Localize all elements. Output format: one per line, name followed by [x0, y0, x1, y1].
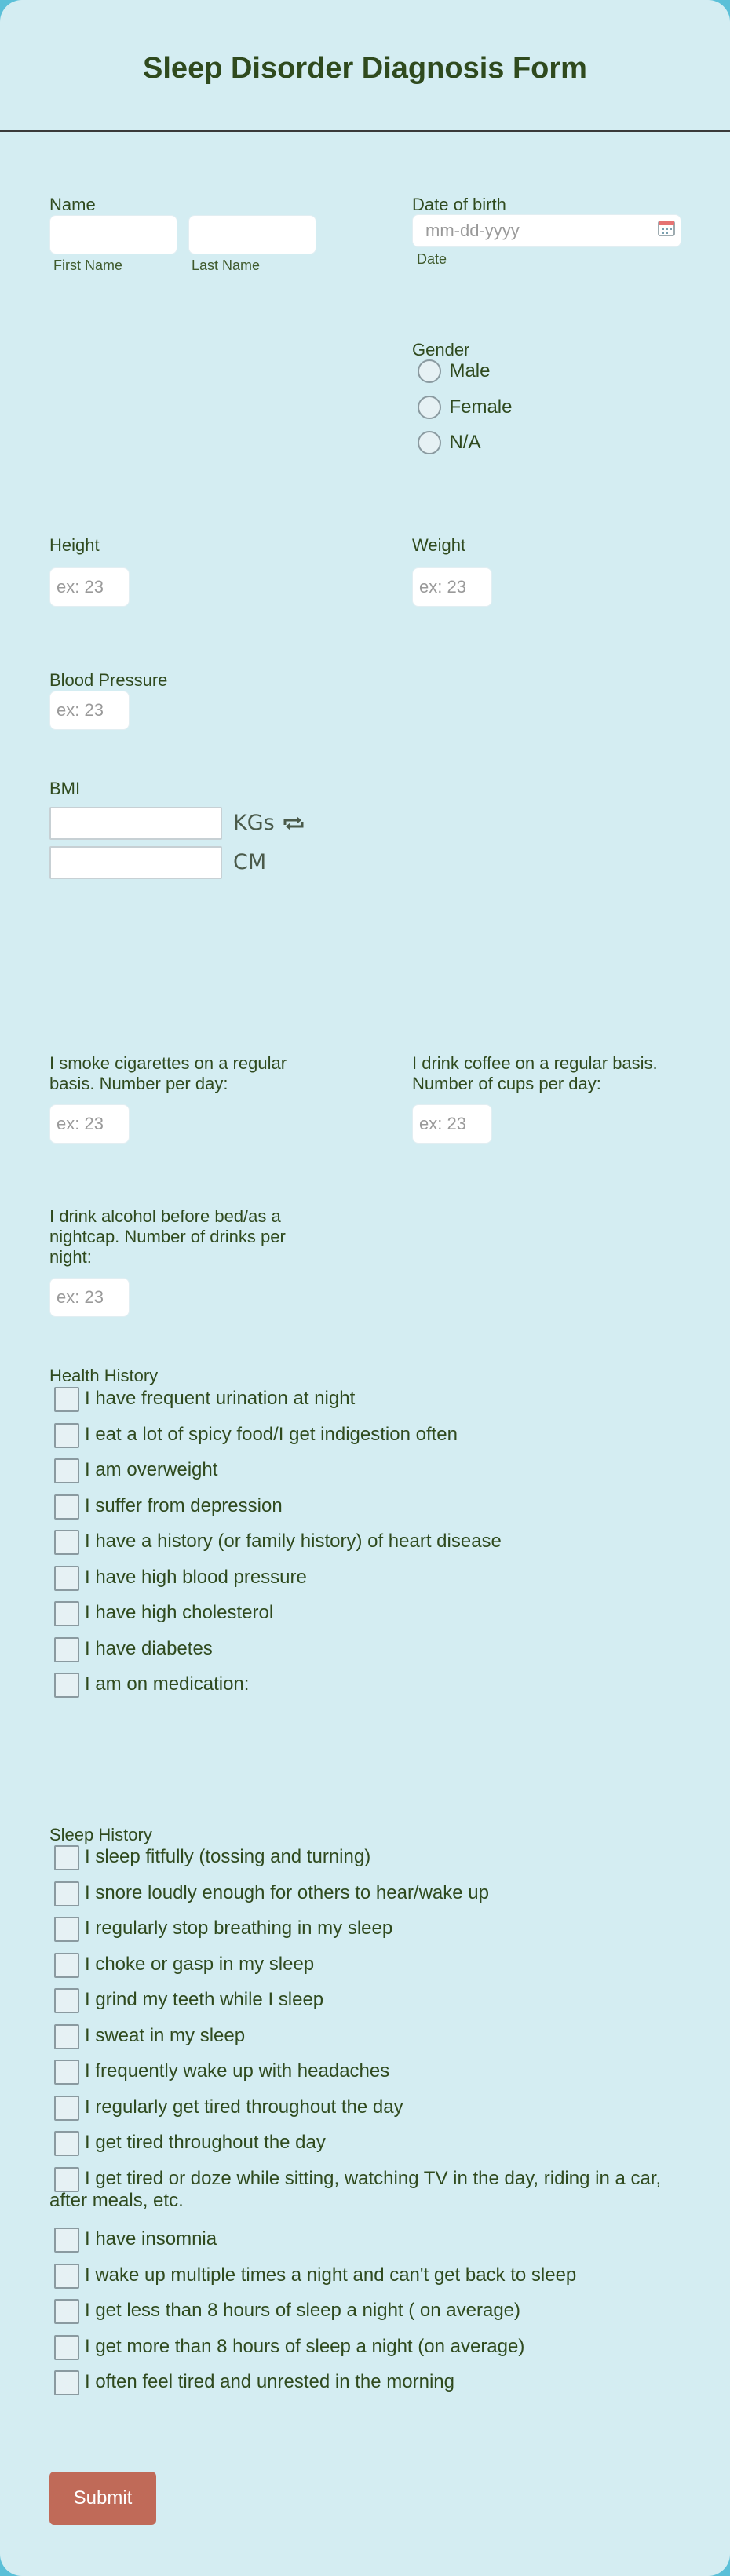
sleep-checkbox-13[interactable]	[54, 2299, 79, 2324]
sleep-item-label: I have insomnia	[85, 2228, 217, 2249]
alcohol-label	[49, 1206, 286, 1268]
sleep-item-label: I regularly get tired throughout the day	[85, 2096, 403, 2118]
coffee-label-line2: Number of cups per day:	[412, 1074, 601, 1093]
health-checkbox-5[interactable]	[54, 1530, 79, 1555]
dob-label: Date of birth	[412, 195, 506, 214]
radio-male[interactable]	[418, 359, 441, 383]
bmi-label: BMI	[49, 779, 81, 798]
weight-label: Weight	[412, 535, 466, 555]
sleep-checkbox-2[interactable]	[54, 1881, 79, 1906]
smoke-label	[49, 1053, 287, 1094]
sleep-item-label: I get tired or doze while sitting, watching TV in the day, riding in a car,	[85, 2168, 662, 2189]
sleep-checkbox-6[interactable]	[54, 2024, 79, 2049]
refresh-icon[interactable]	[282, 814, 305, 837]
radio-na[interactable]	[418, 431, 441, 454]
alcohol-input[interactable]	[49, 1278, 130, 1317]
gender-option-female[interactable]	[418, 396, 512, 419]
health-item-label: I have high blood pressure	[85, 1567, 307, 1588]
health-item-label: I am on medication:	[85, 1673, 250, 1695]
health-checkbox-8[interactable]	[54, 1637, 79, 1662]
smoke-label-line2: basis. Number per day:	[49, 1074, 228, 1093]
first-name-sublabel: First Name	[53, 257, 123, 273]
health-checkbox-7[interactable]	[54, 1601, 79, 1626]
sleep-history-label: Sleep History	[49, 1825, 152, 1844]
sleep-item-label: I get less than 8 hours of sleep a night ( on average)	[85, 2300, 521, 2321]
sleep-checkbox-9[interactable]	[54, 2131, 79, 2156]
sleep-checkbox-4[interactable]	[54, 1953, 79, 1978]
health-item-label: I have diabetes	[85, 1638, 213, 1659]
health-item-label: I suffer from depression	[85, 1495, 283, 1516]
coffee-input[interactable]	[412, 1104, 492, 1144]
sleep-checkbox-14[interactable]	[54, 2335, 79, 2360]
last-name-input[interactable]	[188, 215, 316, 254]
sleep-checkbox-5[interactable]	[54, 1988, 79, 2013]
sleep-item-label: I frequently wake up with headaches	[85, 2060, 390, 2082]
health-checkbox-1[interactable]	[54, 1387, 79, 1412]
health-history-label: Health History	[49, 1366, 159, 1385]
sleep-item-label: I choke or gasp in my sleep	[85, 1954, 315, 1975]
bmi-weight-input[interactable]	[49, 807, 222, 840]
health-item-label: I am overweight	[85, 1459, 218, 1480]
last-name-sublabel: Last Name	[192, 257, 261, 273]
sleep-item-label: I often feel tired and unrested in the morning	[85, 2371, 454, 2392]
form-title: Sleep Disorder Diagnosis Form	[143, 52, 587, 85]
sleep-checkbox-1[interactable]	[54, 1845, 79, 1870]
sleep-item-label: I get tired throughout the day	[85, 2132, 326, 2153]
gender-na-label: N/A	[449, 432, 481, 453]
title-divider	[0, 130, 730, 132]
dob-input[interactable]	[412, 214, 681, 247]
alcohol-label-line1: I drink alcohol before bed/as a	[49, 1206, 281, 1226]
coffee-label	[412, 1053, 658, 1094]
first-name-input[interactable]	[49, 215, 177, 254]
sleep-item-label: I wake up multiple times a night and can't get back to sleep	[85, 2264, 577, 2286]
health-checkbox-9[interactable]	[54, 1673, 79, 1698]
name-label: Name	[49, 195, 96, 214]
health-checkbox-2[interactable]	[54, 1423, 79, 1448]
health-item-label: I have frequent urination at night	[85, 1388, 356, 1409]
sleep-item-label: I get more than 8 hours of sleep a night (on average)	[85, 2336, 525, 2357]
gender-label: Gender	[412, 340, 470, 359]
gender-male-label: Male	[449, 360, 491, 381]
dob-sublabel: Date	[417, 251, 447, 267]
coffee-label-line1: I drink coffee on a regular basis.	[412, 1053, 658, 1073]
height-label: Height	[49, 535, 100, 555]
height-input[interactable]	[49, 567, 130, 607]
submit-button[interactable]: Submit	[49, 2472, 156, 2525]
sleep-item-label: I sweat in my sleep	[85, 2025, 246, 2046]
sleep-checkbox-7[interactable]	[54, 2060, 79, 2085]
sleep-item-label: I sleep fitfully (tossing and turning)	[85, 1846, 371, 1867]
sleep-item-label: I snore loudly enough for others to hear/wake up	[85, 1882, 489, 1903]
sleep-item-label: I regularly stop breathing in my sleep	[85, 1917, 393, 1939]
health-item-label: I have a history (or family history) of heart disease	[85, 1531, 502, 1552]
radio-female[interactable]	[418, 396, 441, 419]
health-item-label: I eat a lot of spicy food/I get indigestion often	[85, 1424, 458, 1445]
health-checkbox-4[interactable]	[54, 1494, 79, 1520]
gender-female-label: Female	[449, 396, 513, 418]
alcohol-label-line2: nightcap. Number of drinks per	[49, 1227, 286, 1246]
sleep-checkbox-11[interactable]	[54, 2228, 79, 2253]
sleep-item-label-continued: after meals, etc.	[49, 2190, 184, 2211]
bmi-weight-unit: KGs	[233, 811, 275, 835]
sleep-checkbox-15[interactable]	[54, 2370, 79, 2395]
sleep-checkbox-3[interactable]	[54, 1917, 79, 1942]
health-checkbox-6[interactable]	[54, 1566, 79, 1591]
gender-option-na[interactable]	[418, 431, 480, 454]
sleep-item-label: I grind my teeth while I sleep	[85, 1989, 324, 2010]
bmi-height-input[interactable]	[49, 846, 222, 879]
smoke-input[interactable]	[49, 1104, 130, 1144]
blood-pressure-input[interactable]	[49, 691, 130, 730]
calendar-icon[interactable]	[658, 219, 675, 240]
sleep-checkbox-12[interactable]	[54, 2264, 79, 2289]
blood-pressure-label: Blood Pressure	[49, 670, 168, 690]
gender-option-male[interactable]	[418, 359, 490, 383]
alcohol-label-line3: night:	[49, 1247, 92, 1267]
bmi-height-unit: CM	[233, 850, 267, 874]
sleep-checkbox-8[interactable]	[54, 2096, 79, 2121]
sleep-checkbox-10[interactable]	[54, 2167, 79, 2192]
health-checkbox-3[interactable]	[54, 1458, 79, 1483]
smoke-label-line1: I smoke cigarettes on a regular	[49, 1053, 287, 1073]
health-item-label: I have high cholesterol	[85, 1602, 274, 1623]
weight-input[interactable]	[412, 567, 492, 607]
